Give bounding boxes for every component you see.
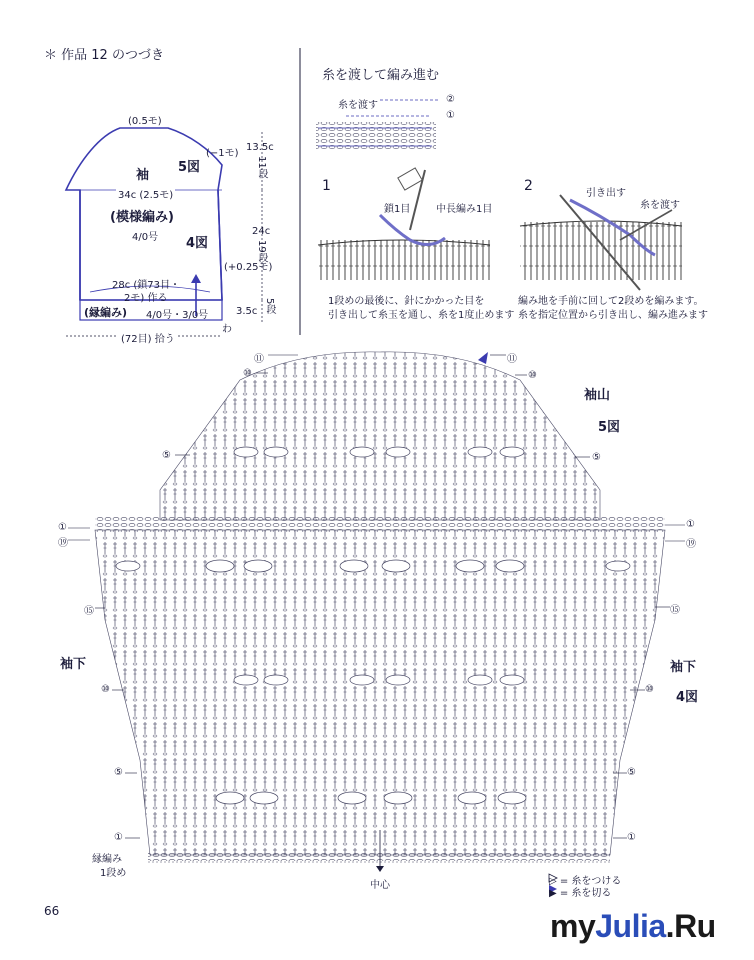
part-name: 袖 xyxy=(136,168,150,183)
watermark-part-2: Julia xyxy=(595,908,666,944)
section-title: ＊ 作品 12 のつづき xyxy=(44,48,164,63)
chain-label-1: 28c (鎖73目・ xyxy=(112,280,181,291)
pattern-name: (模様編み) xyxy=(110,210,174,225)
height2-rows: 19段 xyxy=(256,240,267,263)
step-1-number: 1 xyxy=(322,178,331,194)
row-15-right: ⑮ xyxy=(670,605,680,616)
crochet-chart xyxy=(68,352,685,872)
width-upper-label: 34c (2.5モ) xyxy=(116,186,175,201)
height1-cm: 13.5c xyxy=(246,142,274,153)
chain-1-label: 鎖1目 xyxy=(384,204,411,215)
height1-rows: 11段 xyxy=(256,156,267,179)
sleeve-cap-label: 袖山 xyxy=(584,388,611,403)
page-number: 66 xyxy=(44,904,60,918)
row-19-right: ⑲ xyxy=(686,539,696,550)
technique-illustration-1 xyxy=(318,168,493,280)
chart-fig-4-label: 4図 xyxy=(676,690,699,705)
row-11-right: ⑪ xyxy=(507,354,517,365)
wa-label: わ xyxy=(222,324,232,335)
row-11-left: ⑪ xyxy=(254,354,264,365)
legend-cut-yarn: ▶ = 糸を切る xyxy=(549,888,612,899)
pass-yarn-label-2: 糸を渡す xyxy=(640,200,680,211)
side-inc-label: (+0.25モ) xyxy=(224,262,273,273)
height2-cm: 24c xyxy=(252,226,271,237)
technique-mini-chart xyxy=(316,100,440,150)
border-name: (縁編み) xyxy=(84,306,128,319)
step-2-desc-line-2: 糸を指定位置から引き出し、編み進みます xyxy=(518,310,708,321)
row-5-right: ⑤ xyxy=(627,767,636,778)
fig-4-label: 4図 xyxy=(186,236,209,251)
fig-5-label: 5図 xyxy=(178,160,201,175)
top-stitch-label: (0.5モ) xyxy=(128,116,162,127)
border-hooks-label: 4/0号・3/0号 xyxy=(146,310,209,321)
row-10-right-top: ⑩ xyxy=(528,370,537,381)
legend-attach-yarn: ▷ = 糸をつける xyxy=(549,876,622,887)
row-1-left-top: ① xyxy=(58,522,67,533)
row-1-right: ① xyxy=(627,832,636,843)
row-5-left-top: ⑤ xyxy=(162,450,171,461)
row-1-right-top: ① xyxy=(686,519,695,530)
technique-title: 糸を渡して編み進む xyxy=(322,68,440,83)
hook-main-label: 4/0号 xyxy=(132,232,159,243)
step-2-number: 2 xyxy=(524,178,533,194)
pull-out-label: 引き出す xyxy=(586,188,626,199)
row-5-left: ⑤ xyxy=(114,767,123,778)
shoulder-dec-label: (−1モ) xyxy=(206,148,239,159)
watermark-part-3: .Ru xyxy=(665,908,716,944)
center-label: 中心 xyxy=(370,880,390,891)
row-15-left: ⑮ xyxy=(84,606,94,617)
chart-fig-5-label: 5図 xyxy=(598,420,621,435)
pickup-label: (72目) 拾う xyxy=(118,330,178,345)
chain-label-2: 2モ) 作る xyxy=(124,293,168,304)
row-10-left-top: ⑩ xyxy=(243,368,252,379)
row-10-left: ⑩ xyxy=(101,684,110,695)
row-1-left: ① xyxy=(114,832,123,843)
row-10-right: ⑩ xyxy=(645,684,654,695)
edging-row-label: 1段め xyxy=(100,868,127,879)
row-5-right-top: ⑤ xyxy=(592,452,601,463)
row-1-marker: ① xyxy=(446,110,455,121)
row-2-marker: ② xyxy=(446,94,455,105)
cut-yarn-marker xyxy=(478,352,488,364)
watermark-part-1: my xyxy=(550,908,596,944)
hdc-1-label: 中長編み1目 xyxy=(436,204,493,215)
height3-rows: 5段 xyxy=(264,298,275,315)
step-1-desc-line-1: 1段めの最後に、針にかかった目を xyxy=(328,296,485,307)
step-2-desc-line-1: 編み地を手前に回して2段めを編みます。 xyxy=(518,296,704,307)
direction-arrowhead xyxy=(191,274,201,283)
row-19-left: ⑲ xyxy=(58,538,68,549)
watermark-logo xyxy=(550,908,716,945)
edging-label: 縁編み xyxy=(92,854,122,865)
underarm-right-label: 袖下 xyxy=(670,660,697,675)
pass-yarn-label: 糸を渡す xyxy=(338,100,378,111)
underarm-left-label: 袖下 xyxy=(60,657,87,672)
height3-cm: 3.5c xyxy=(236,306,258,317)
step-1-desc-line-2: 引き出して糸玉を通し、糸を1度止めます xyxy=(328,310,515,321)
